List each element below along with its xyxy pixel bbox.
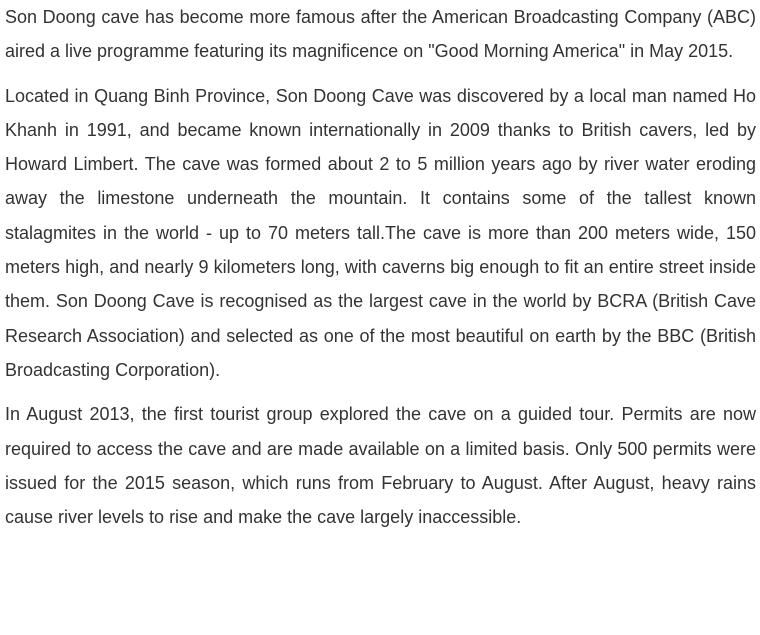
paragraph-abc-broadcast: Son Doong cave has become more famous after the American Broadcasting Company (ABC) aired a live programme featuring its magnificence on "Good Morning America" in May 2015. bbox=[5, 7, 756, 62]
paragraph-tourism-permits: In August 2013, the first tourist group explored the cave on a guided tour. Permits are now required to access the cave and are made available on a limited basis. Only 500 permits were issued for the 2015 season, which runs from February to August. After August, heavy rains cause river levels to rise and make the cave largely inaccessible. bbox=[5, 404, 756, 528]
paragraph-cave-discovery: Located in Quang Binh Province, Son Doong Cave was discovered by a local man named Ho Khanh in 1991, and became known internationally in 2009 thanks to British cavers, led by Howard Limbert. The cave was formed about 2 to 5 million years ago by river water eroding away the limestone underneath the mountain. It contains some of the tallest known stalagmites in the world - up to 70 meters tall.The cave is more than 200 meters wide, 150 meters high, and nearly 9 kilometers long, with caverns big enough to fit an entire street inside them. Son Doong Cave is recognised as the largest cave in the world by BCRA (British Cave Research Association) and selected as one of the most beautiful on earth by the BBC (British Broadcasting Corporation). bbox=[5, 85, 756, 380]
